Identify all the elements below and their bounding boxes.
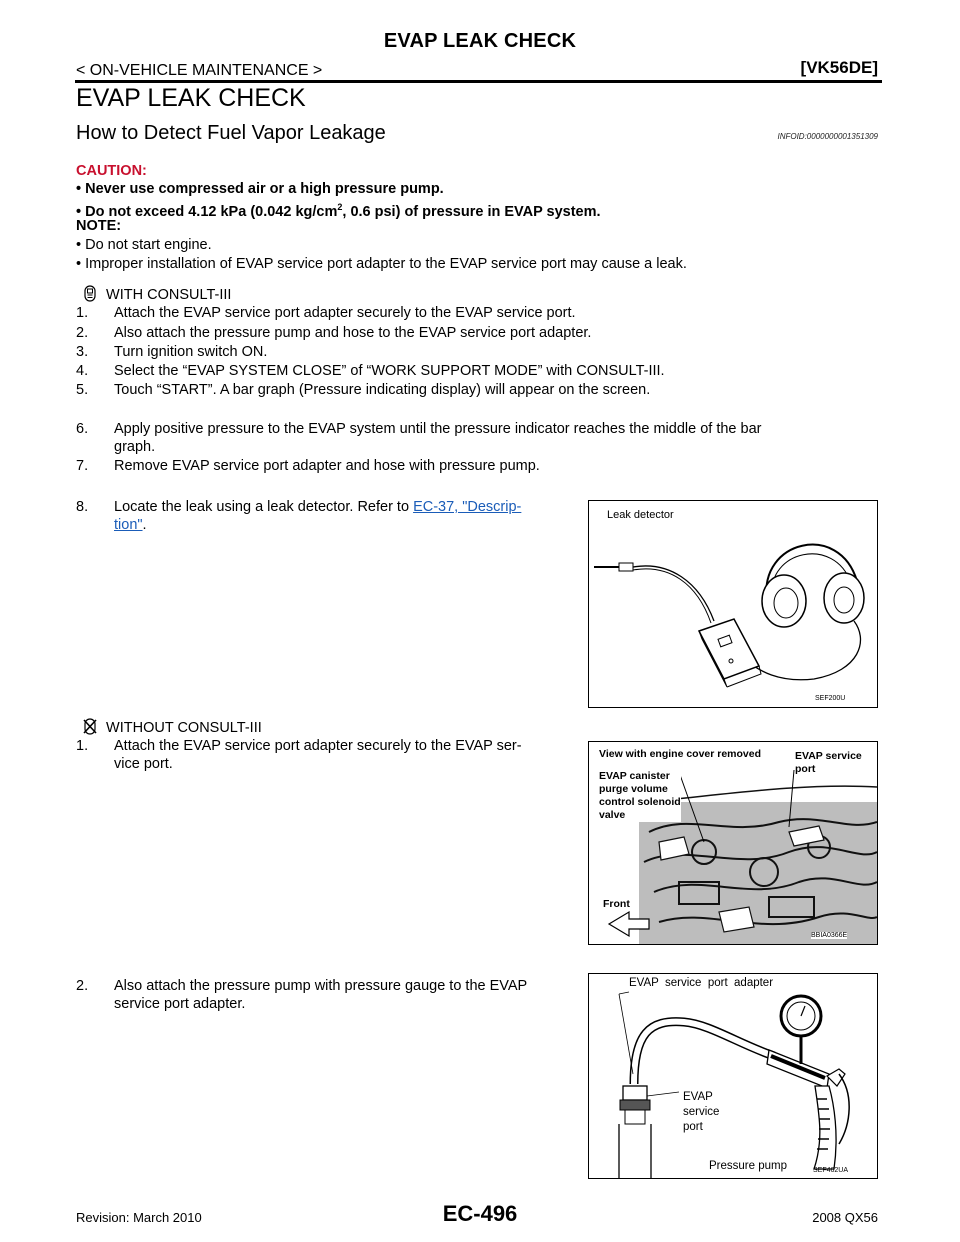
with-step-4: 4. Select the “EVAP SYSTEM CLOSE” of “WORK SUPPORT MODE” with CONSULT-III.: [76, 363, 665, 379]
no-tool-icon: [82, 718, 98, 739]
leak-detector-label: Leak detector: [607, 509, 674, 521]
front-label: Front: [603, 898, 630, 910]
note-item-1: • Do not start engine.: [76, 237, 212, 253]
pressure-pump-figure: [588, 973, 878, 1179]
engine-label: [VK56DE]: [800, 58, 878, 77]
without-step-2: 2. Also attach the pressure pump with pressure gauge to the EVAP service port adapter.: [76, 978, 528, 1012]
consult-tool-icon: [82, 285, 98, 306]
ec37-link-cont[interactable]: tion": [114, 517, 143, 533]
leak-detector-figure: [588, 500, 878, 708]
with-step-8: 8. Locate the leak using a leak detector. Refer to EC-37, "Descrip- tion".: [76, 499, 522, 533]
evap-port-label: EVAP service port: [795, 750, 862, 775]
with-step-2: 2. Also attach the pressure pump and hose to the EVAP service port adapter.: [76, 325, 592, 341]
revision-date: Revision: March 2010: [76, 1210, 202, 1225]
engine-view-title: View with engine cover removed: [599, 748, 762, 760]
engine-view-figure: [588, 741, 878, 945]
caution-item-1: • Never use compressed air or a high pressure pump.: [76, 181, 444, 197]
without-consult-heading: WITHOUT CONSULT-III: [82, 718, 262, 739]
caution-item-2: • Do not exceed 4.12 kPa (0.042 $kg/cm^2$, 0.6 psi) of pressure in EVAP system.: [76, 202, 601, 220]
adapter-label: EVAP service port adapter: [629, 977, 774, 989]
ec37-link[interactable]: EC-37, "Descrip-: [413, 499, 522, 515]
running-title: EVAP LEAK CHECK: [383, 30, 577, 52]
page-heading: EVAP LEAK CHECK: [76, 84, 306, 112]
with-consult-heading: WITH CONSULT-III: [82, 285, 231, 306]
header-rule: [75, 80, 882, 83]
engine-view-code: BBIA0366E: [811, 932, 848, 939]
model-year: 2008 QX56: [812, 1210, 878, 1225]
section-label: < ON-VEHICLE MAINTENANCE >: [76, 62, 323, 79]
pressure-pump-drawing: [589, 974, 877, 1178]
service-port-label: EVAP service port: [683, 1091, 720, 1133]
leak-detector-code: SEF200U: [815, 695, 846, 702]
page-subheading: How to Detect Fuel Vapor Leakage: [76, 122, 386, 144]
info-id: INFOID:0000000001351309: [777, 132, 878, 141]
note-item-2: • Improper installation of EVAP service port adapter to the EVAP service port may cause a leak.: [76, 256, 687, 272]
page-number: EC-496: [442, 1201, 518, 1226]
without-step-1: 1. Attach the EVAP service port adapter securely to the EVAP ser- vice port.: [76, 738, 522, 772]
pressure-pump-label: Pressure pump: [709, 1160, 787, 1172]
with-step-1: 1. Attach the EVAP service port adapter securely to the EVAP service port.: [76, 305, 576, 321]
canister-valve-label: EVAP canister purge volume control solenoid valve: [599, 770, 681, 821]
with-step-5: 5. Touch “START”. A bar graph (Pressure indicating display) will appear on the screen.: [76, 382, 651, 398]
pressure-pump-code: SEF462UA: [813, 1167, 849, 1174]
with-step-3: 3. Turn ignition switch ON.: [76, 344, 268, 360]
note-label: NOTE:: [76, 218, 122, 234]
with-step-6: 6. Apply positive pressure to the EVAP system until the pressure indicator reaches the middle of the bar graph.: [76, 421, 762, 455]
leak-detector-drawing: [589, 501, 877, 707]
caution-label: CAUTION:: [76, 163, 147, 179]
with-step-7: 7. Remove EVAP service port adapter and hose with pressure pump.: [76, 458, 540, 474]
